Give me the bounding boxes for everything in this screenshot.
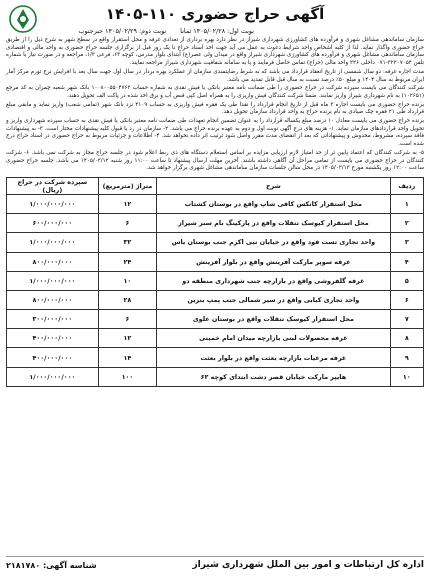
row-description: واحد تجاری تست فود واقع در خیابان نبی اکرم جنب بوستان یاس <box>157 233 391 252</box>
table-row <box>7 329 424 348</box>
row-number: ۷ <box>390 310 423 329</box>
row-deposit: ۳۰۰/۰۰۰/۰۰۰ <box>7 310 99 329</box>
table-row <box>7 194 424 213</box>
row-description: غرفه مرغیات بازارچه بعثت واقع در بلوار بعثت <box>157 348 391 367</box>
row-description: محل استقرار کیوسک تنقلات واقع در پارکینگ بام سبز شیراز <box>157 214 391 233</box>
row-description: محل استقرار کانکس کافی شاپ واقع در بوستان کشتاب <box>157 194 391 213</box>
paragraph: سازمان ساماندهی مشاغل شهری و فرآورده های کشاورزی شهرداری شیراز در نظر دارد بهره برداری از تعدادی غرفه و محل استقرار واقع در سطح شهر به شرح ذیل را از طریق حراج حضوری واگذار نماید. لذا از کلیه اشخاص واجد شرایط دعوت به عمل می آید جهت اخذ اسناد حراج تا یک روز قبل از برگزاری جلسه حراج حضوری به واحد مالی و اقتصادی سازمان ساماندهی مشاغل شهری و فرآورده های کشاورزی شهرداری شیراز واقع در میدان ولی عصر(ع) ابتدای بلوار مدرس، کوچه ۶۳، فرعی ۱/۳، مراجعه و در صورت نیاز با شماره تلفن ۳۲۳۰۷۰۵۴-۰۷۱ داخلی ۲۲۶ واحد مالی (حراج) تماس حاصل فرمایند و یا به سامانه شفافیت شهرداری شیراز مراجعه نمایند. <box>6 37 425 67</box>
header-area: متراژ (مترمربع) <box>98 177 156 194</box>
row-description: محل استقرار کیوسک تنقلات واقع در بوستان علوی <box>157 310 391 329</box>
row-deposit: ۶۰۰/۰۰۰/۰۰۰ <box>7 214 99 233</box>
table-row <box>7 310 424 329</box>
table-row <box>7 252 424 271</box>
row-number: ۶ <box>390 290 423 309</box>
paragraph: برنده حراج حضوری می بایست معادل ۱۰ درصد مبلغ یکساله قرارداد را به عنوان تضمین انجام تعهدات طی ضمانت نامه معتبر بانکی یا فیش نقدی به حساب سپرده شهرداری واریز و تحویل واحد قراردادهای سازمان نماید. ۱- هزینه های درج آگهی نوبت اول و دوم به عهده برنده حراج می باشد. ۲- سازمان در رد یا قبول کلیه پیشنهادات مختار است. ۳- به پیشنهادات فاقد سپرده، مشروط، مخدوش و پیشنهاداتی که بعد از انقضای مدت مقرر واصل شود ترتیب اثر داده نخواهد شد. ۴- اطلاعات و جزئیات مربوط به حراج حضوری در اسناد حراج درج شده است. <box>6 118 425 148</box>
row-description: غرفه گلفروشی واقع در بازارچه جنب شهرداری منطقه دو <box>157 271 391 290</box>
header-row-number: ردیف <box>390 177 423 194</box>
row-number: ۱۰ <box>390 367 423 386</box>
row-area: ۲۸ <box>98 290 156 309</box>
table-row <box>7 271 424 290</box>
row-area: ۱۲ <box>98 194 156 213</box>
row-number: ۳ <box>390 233 423 252</box>
title-row <box>6 3 424 25</box>
table-row <box>7 214 424 233</box>
row-number: ۴ <box>390 252 423 271</box>
paragraph: برنده حراج حضوری می بایست اجاره ۳ ماه قبل از تاریخ انجام قرارداد را نقدا طی یک فقره فیش واریزی به حساب ۴۱۰۹ نزد بانک شهر (تمامی شعب) واریز نماید و مابقی مبلغ قرارداد طی ۲۱ فقره چک صیادی به نام برنده حراج به واحد قرارداد سازمان تحویل دهد. <box>6 101 424 116</box>
row-deposit: ۱/۰۰۰/۰۰۰/۰۰۰ <box>7 367 99 386</box>
row-description: هایپر مارکت خیابان قصر دشت ابتدای کوچه ۶۲ <box>157 367 391 386</box>
date-second: نوبت دوم: ۱۴۰۵/۰۲/۲۹ خبرجنوب <box>78 27 167 35</box>
row-deposit: ۸۰۰/۰۰۰/۰۰۰ <box>7 290 99 309</box>
row-number: ۹ <box>390 348 423 367</box>
table-row <box>7 290 424 309</box>
row-number: ۲ <box>390 214 423 233</box>
row-description: غرفه سوپر مارکت آفرینش واقع در بلوار آفرینش <box>157 252 391 271</box>
footer-org: اداره کل ارتباطات و امور بین الملل شهرداری شیراز <box>192 560 424 570</box>
header-description: شرح <box>157 177 391 194</box>
paragraph: شرکت کنندگان می بایست سپرده شرکت در حراج حضوری را طی ضمانت نامه معتبر بانکی یا فیش نقدی به شماره حساب ۱۰۰۸۰۰۵۵۰۴۷۶۲ بانک شهر شعبه چمران به کد مرجع (۱۰۲۶۵۱) به نام شهرداری شیراز واریز نمایند. ضمنا شرکت کنندگان فیش واریزی را به همراه اصل کپی قبض آب و برق اخذ شده در پاکت الف تحویل دهند. <box>6 85 424 99</box>
row-deposit: ۱/۰۰۰/۰۰۰/۰۰۰ <box>7 233 99 252</box>
footer-id: شناسه آگهی: ۲۱۸۱۷۸۰ <box>6 560 97 570</box>
row-area: ۶ <box>98 214 156 233</box>
paragraph: مدت اجاره غرفه: دو سال شمسی از تاریخ انعقاد قرارداد می باشد که به شرط رضایتمندی سازمان از عملکرد بهره بردار در سال اول جهت سال بعد با افزایش نرخ تورم مرکز آمار ایران مربوط به سال ۱۴۰۴ و مبلغ ۵۰٪ درصد نسبت به سال قبل قابل تمدید می باشد. <box>6 68 424 83</box>
table-row <box>7 367 424 386</box>
row-area: ۱۲ <box>98 329 156 348</box>
table-row <box>7 348 424 367</box>
row-number: ۱ <box>390 194 423 213</box>
table-row <box>7 233 424 252</box>
row-deposit: ۴۰۰/۰۰۰/۰۰۰ <box>7 329 99 348</box>
notice-body <box>6 37 424 173</box>
date-first: نوبت اول: ۱۴۰۵/۰۲/۲۸ ثمانا <box>180 27 254 35</box>
row-deposit: ۱/۰۰۰/۰۰۰/۰۰۰ <box>7 271 99 290</box>
row-deposit: ۴۰۰/۰۰۰/۰۰۰ <box>7 348 99 367</box>
row-description: واحد تجاری کبابی واقع در سیر شمالی جنب پمپ بنزین <box>157 290 391 309</box>
row-description: غرفه محصولات لبنی بازارچه میدان امام خمینی <box>157 329 391 348</box>
row-area: ۱۴ <box>98 348 156 367</box>
row-deposit: ۸۰۰/۰۰۰/۰۰۰ <box>7 252 99 271</box>
publication-dates <box>6 25 424 37</box>
table-body <box>7 194 424 386</box>
municipality-logo-icon <box>8 4 38 34</box>
row-area: ۳۲ <box>98 233 156 252</box>
notice-title: آگهی حراج حضوری ۱۱۰-۱۴۰۵ <box>105 5 325 23</box>
row-area: ۶ <box>98 310 156 329</box>
row-number: ۸ <box>390 329 423 348</box>
footer <box>6 556 424 573</box>
row-area: ۲۴ <box>98 252 156 271</box>
row-deposit: ۱/۰۰۰/۰۰۰/۰۰۰ <box>7 194 99 213</box>
row-area: ۱۰۰ <box>98 367 156 386</box>
header-deposit: سپرده شرکت در حراج (ریال) <box>7 177 99 194</box>
row-area: ۱۰ <box>98 271 156 290</box>
table-header-row <box>7 177 424 194</box>
row-number: ۵ <box>390 271 423 290</box>
paragraph: ۵- به شرکت کنندگان که اعتماد پایین تر از حد امتیاز لازم ارزیابی مزایده بر اساس استعلام دستگاه های ذی ربط اعلام شود در جلسه حراج مجاز به شرکت نمی باشد. ۶- شرکت کنندگان در حراج حضوری می بایست از تمامی مراحل آن آگاهی داشته باشند. آخرین مهلت ارسال پیشنهاد تا ساعت ۱۱:۰۰ روز شنبه ۱۴۰۵/۰۳/۱۲ می باشد. جلسه حراج حضوری ساعت ۱۲:۰۰ روز یکشنبه مورخ ۱۴۰۵/۰۳/۱۳ در محل سالن جلسات سازمان ساماندهی مشاغل شهری برگزار خواهد شد. <box>6 149 424 172</box>
items-table <box>6 177 424 387</box>
